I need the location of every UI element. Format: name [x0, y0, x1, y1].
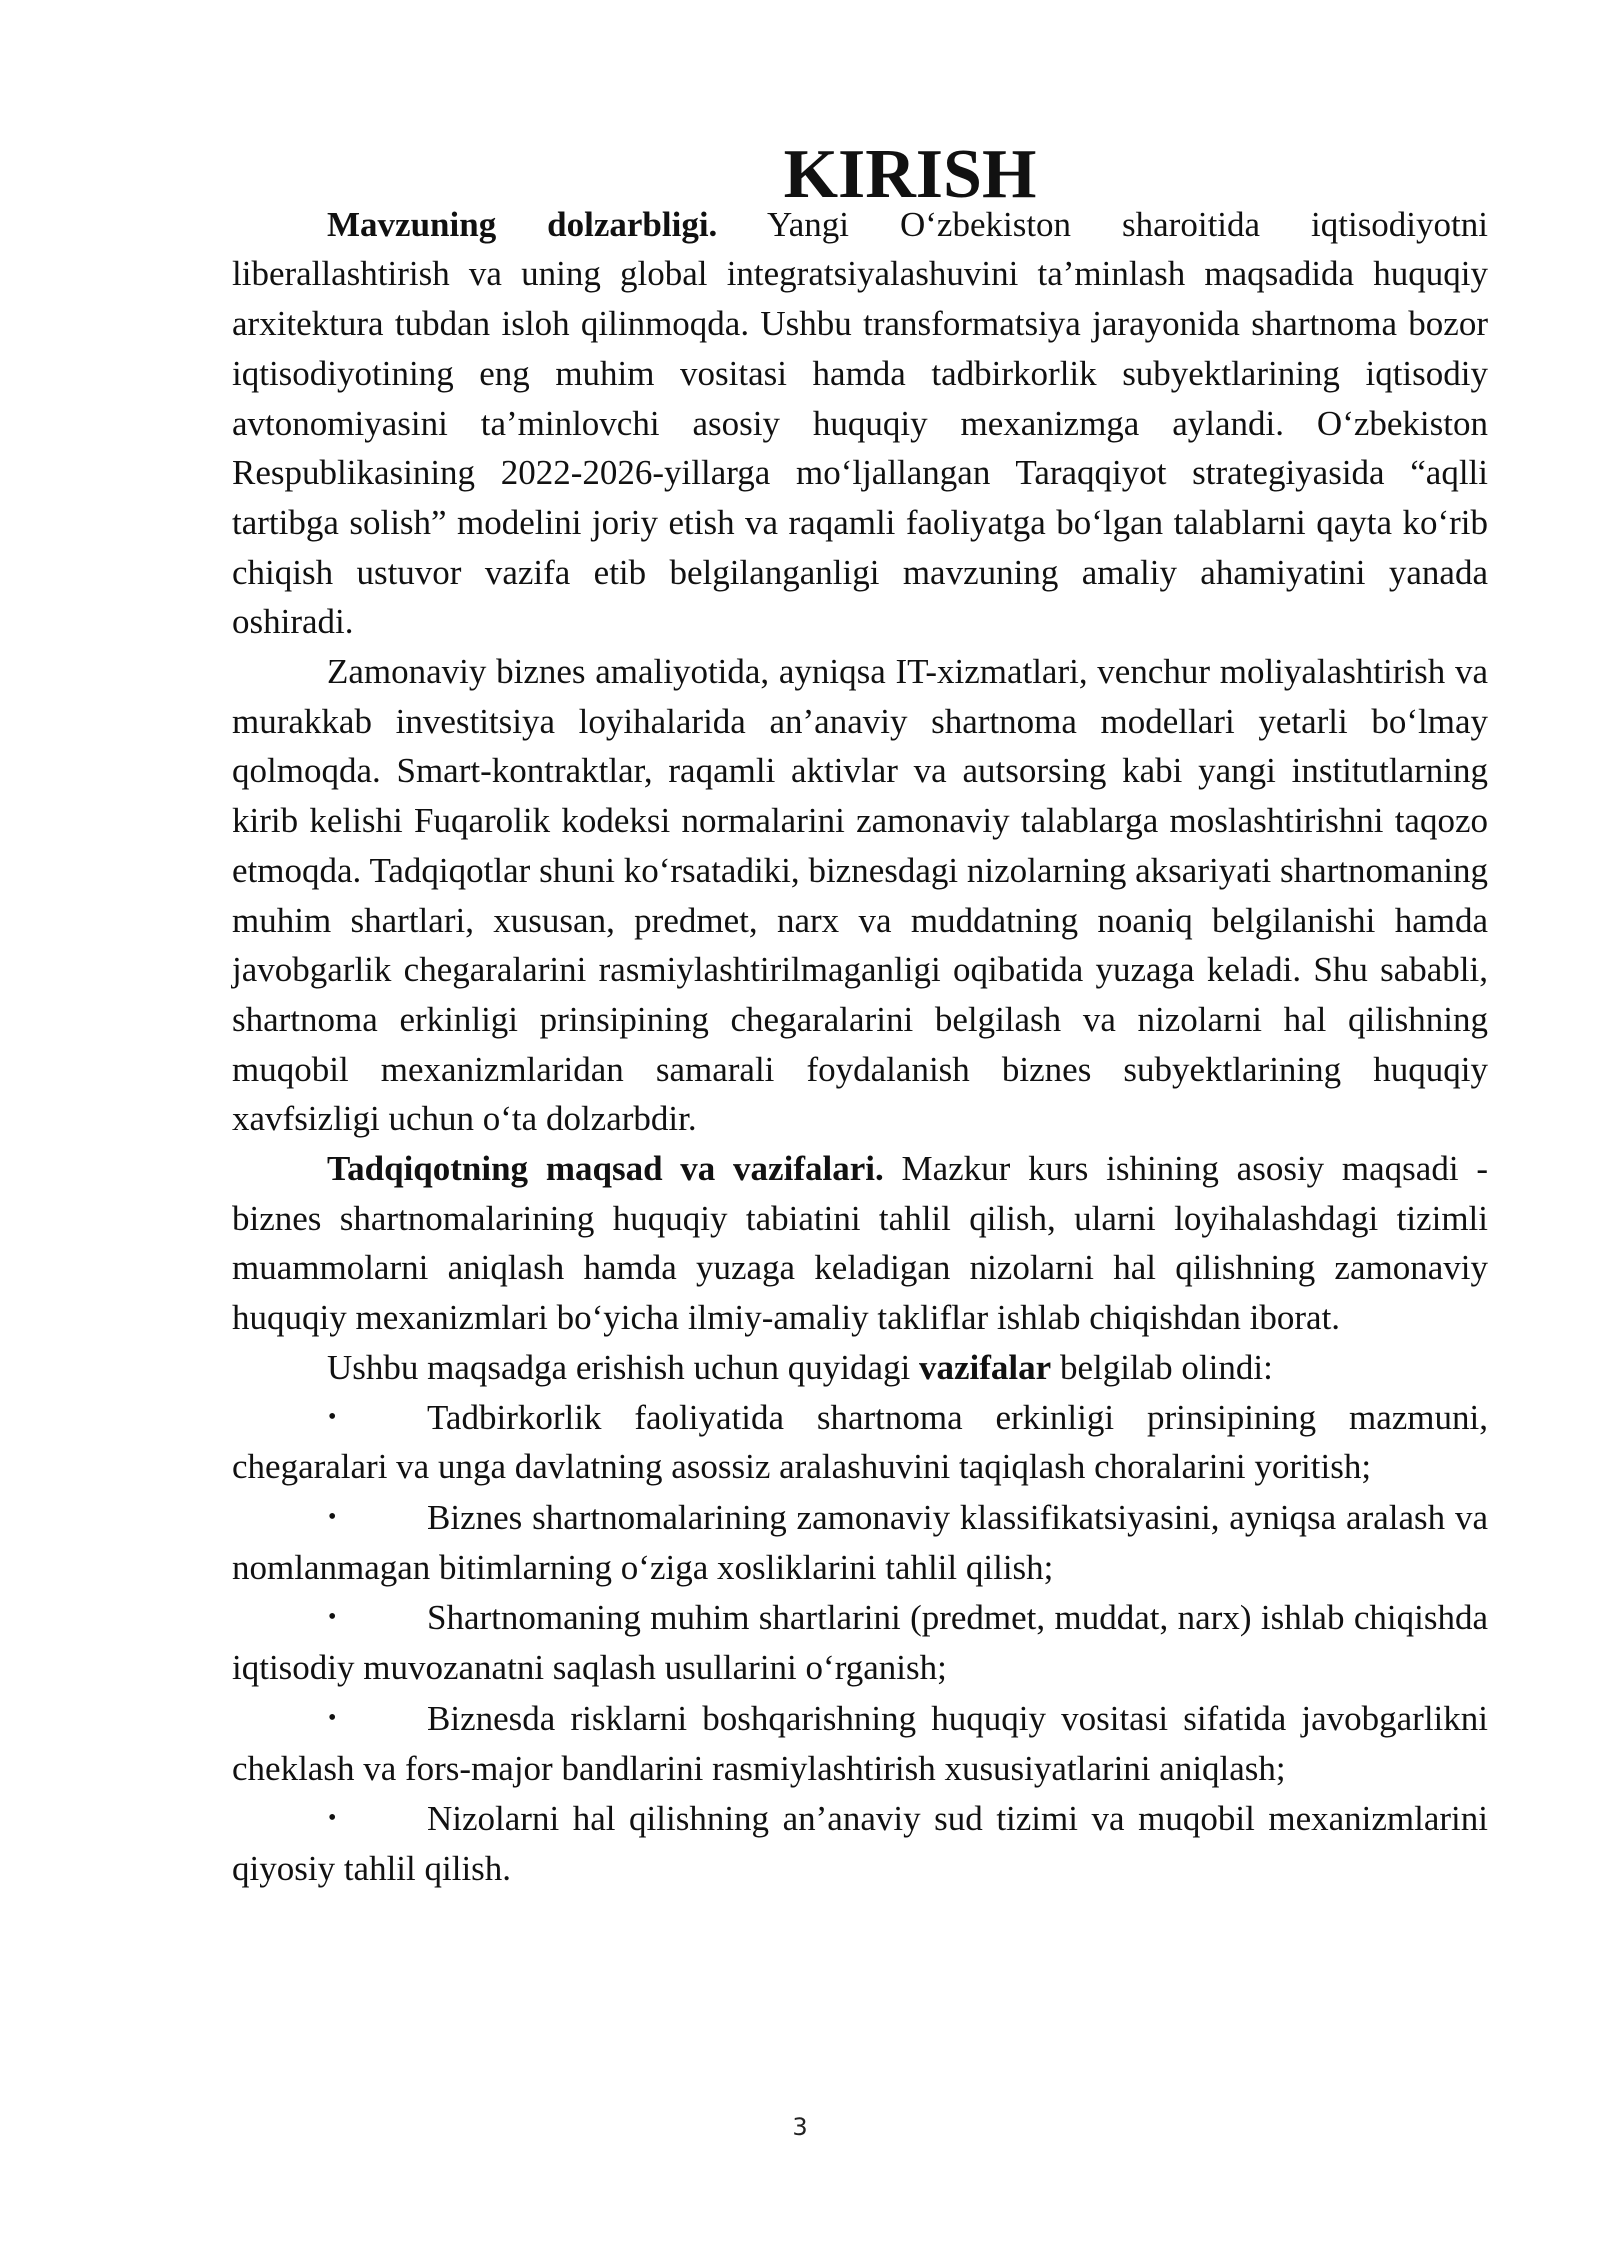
list-item	[232, 1694, 1488, 1793]
bullet-icon: •	[328, 1805, 337, 1832]
bullet-icon: •	[328, 1604, 337, 1631]
tasks-list	[232, 1393, 1488, 1894]
bullet-icon: •	[328, 1704, 337, 1731]
list-item	[232, 1794, 1488, 1893]
list-item	[232, 1493, 1488, 1592]
paragraph-text-goals: Mazkur kurs ishining asosiy maqsadi - biznes shartnomalarining huquqiy tabiatini tahlil qilish, ularni loyihalashdagi tizimli muammolarni aniqlash hamda yuzaga keladigan nizolarni hal qilishning zamonaviy huquqiy mexanizmlari bo‘yicha ilmiy-amaliy takliflar ishlab chiqishdan iborat.	[232, 1149, 1488, 1338]
paragraph-lead-relevance: Mavzuning dolzarbligi.	[327, 204, 718, 244]
section-heading: KIRISH	[783, 136, 1037, 213]
bullet-icon: •	[328, 1503, 337, 1530]
list-item	[232, 1393, 1488, 1492]
list-item-text: Biznes shartnomalarining zamonaviy klassifikatsiyasini, ayniqsa aralash va nomlanmagan bitimlarning o‘ziga xosliklarini tahlil qilish;	[232, 1497, 1488, 1587]
document-page	[232, 136, 1488, 1895]
tasks-intro-after: belgilab olindi:	[1051, 1347, 1273, 1387]
paragraph-text-relevance: Yangi O‘zbekiston sharoitida iqtisodiyotni liberallashtirish va uning global integratsiyalashuvini ta’minlash maqsadida huquqiy arxitektura tubdan isloh qilinmoqda. Ushbu transformatsiya jarayonida shartnoma bozor iqtisodiyotining eng muhim vositasi hamda tadbirkorlik subyektlarining iqtisodiy avtonomiyasini ta’minlovchi asosiy huquqiy mexanizmga aylandi. O‘zbekiston Respublikasining 2022-2026-yillarga mo‘ljallangan Taraqqiyot strategiyasida “aqlli tartibga solish” modelini joriy etish va raqamli faoliyatga bo‘lgan talablarni qayta ko‘rib chiqish ustuvor vazifa etib belgilanganligi mavzuning amaliy ahamiyatini yanada oshiradi.	[232, 204, 1488, 642]
paragraph-business-practice: Zamonaviy biznes amaliyotida, ayniqsa IT-xizmatlari, venchur moliyalashtirish va murakkab investitsiya loyihalarida an’anaviy shartnoma modellari yetarli bo‘lmay qolmoqda. Smart-kontraktlar, raqamli aktivlar va autsorsing kabi yangi institutlarning kirib kelishi Fuqarolik kodeksi normalarini zamonaviy talablarga moslashtirishni taqozo etmoqda. Tadqiqotlar shuni ko‘rsatadiki, biznesdagi nizolarning aksariyati shartnomaning muhim shartlari, xususan, predmet, narx va muddatning noaniq belgilanishi hamda javobgarlik chegaralarini rasmiylashtirilmaganligi oqibatida yuzaga keladi. Shu sababli, shartnoma erkinligi prinsipining chegaralarini belgilash va nizolarni hal qilishning muqobil mexanizmlaridan samarali foydalanish biznes subyektlarining huquqiy xavfsizligi uchun o‘ta dolzarbdir.	[232, 652, 1488, 1139]
paragraph-goals	[232, 1144, 1488, 1343]
list-item-text: Shartnomaning muhim shartlarini (predmet, muddat, narx) ishlab chiqishda iqtisodiy muvozanatni saqlash usullarini o‘rganish;	[232, 1598, 1488, 1688]
list-item-text: Biznesda risklarni boshqarishning huquqiy vositasi sifatida javobgarlikni cheklash va fors-major bandlarini rasmiylashtirish xususiyatlarini aniqlash;	[232, 1698, 1488, 1788]
paragraph-tasks-intro	[232, 1343, 1488, 1393]
list-item-text: Tadbirkorlik faoliyatida shartnoma erkinligi prinsipining mazmuni, chegaralari va unga davlatning asossiz aralashuvini taqiqlash choralarini yoritish;	[232, 1397, 1488, 1487]
tasks-intro-before: Ushbu maqsadga erishish uchun quyidagi	[327, 1347, 919, 1387]
list-item	[232, 1593, 1488, 1692]
paragraph-lead-goals: Tadqiqotning maqsad va vazifalari.	[327, 1149, 884, 1189]
bullet-icon: •	[328, 1403, 337, 1430]
tasks-intro-bold: vazifalar	[919, 1347, 1052, 1387]
paragraph-relevance	[232, 200, 1488, 647]
page-number: 3	[792, 2113, 808, 2141]
list-item-text: Nizolarni hal qilishning an’anaviy sud tizimi va muqobil mexanizmlarini qiyosiy tahlil qilish.	[232, 1799, 1488, 1888]
